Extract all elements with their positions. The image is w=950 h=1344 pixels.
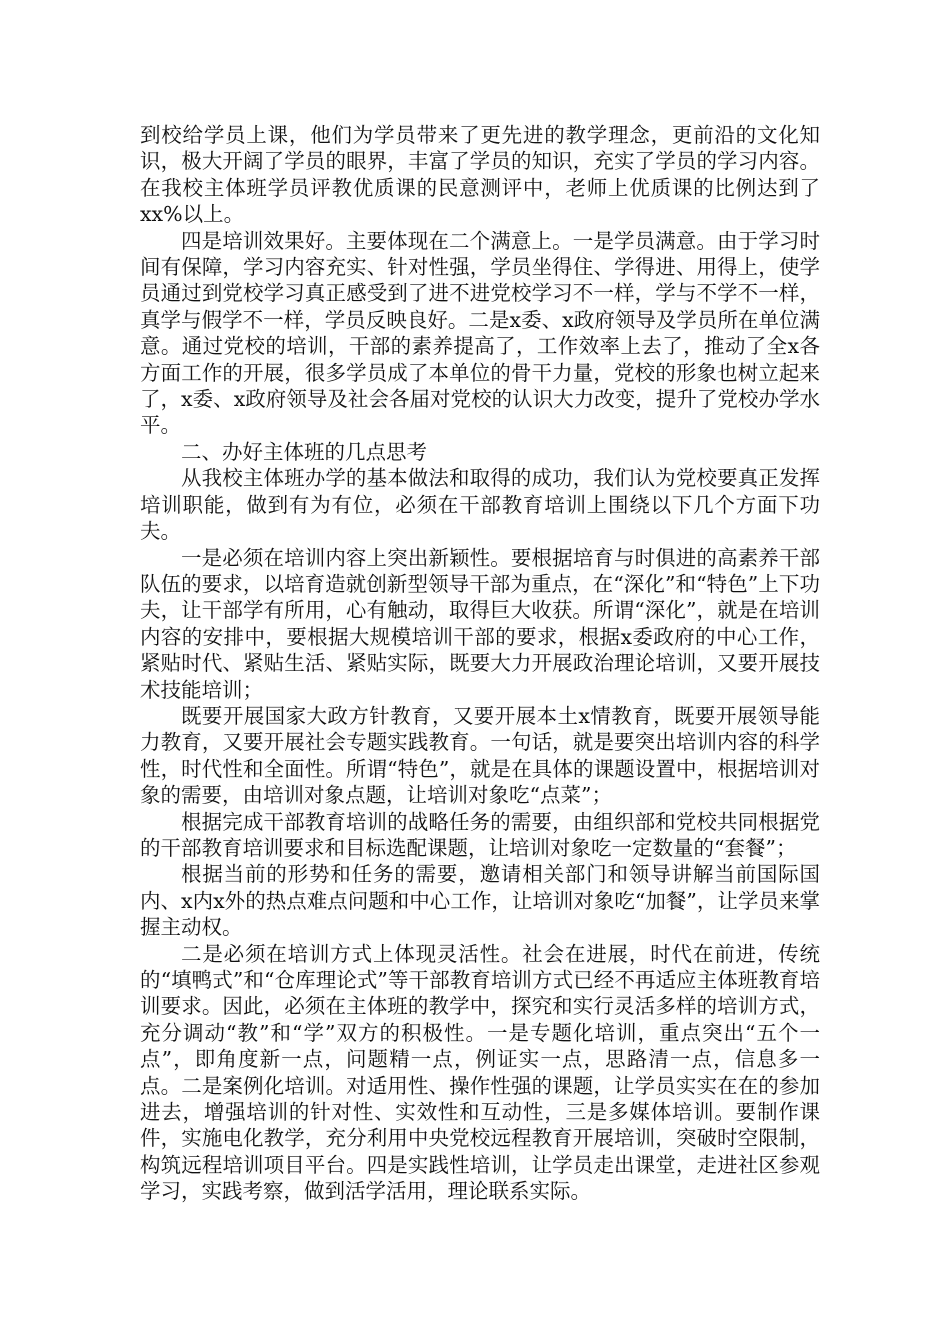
- paragraph-policy-education: 既要开展国家大政方针教育，又要开展本土x情教育，既要开展领导能力教育，又要开展社会专题实践教育。一句话，就是要突出培训内容的科学性，时代性和全面性。所谓“特色”，就是在具体的课题设置中，根据培训对象的需要，由培训对象点题，让培训对象吃“点菜”；: [140, 703, 820, 808]
- paragraph-intro-reflections: 从我校主体班办学的基本做法和取得的成功，我们认为党校要真正发挥培训职能，做到有为有位，必须在干部教育培训上围绕以下几个方面下功夫。: [140, 466, 820, 544]
- paragraph-continuation: 到校给学员上课，他们为学员带来了更先进的教学理念，更前沿的文化知识，极大开阔了学员的眼界，丰富了学员的知识，充实了学员的学习内容。在我校主体班学员评教优质课的民意测评中，老师上优质课的比例达到了xx%以上。: [140, 123, 820, 227]
- paragraph-set-menu: 根据完成干部教育培训的战略任务的需要，由组织部和党校共同根据党的干部教育培训要求和目标选配课题，让培训对象吃一定数量的“套餐”；: [140, 809, 820, 860]
- paragraph-training-flexibility: 二是必须在培训方式上体现灵活性。社会在进展，时代在前进，传统的“填鸭式”和“仓库理论式”等干部教育培训方式已经不再适应主体班教育培训要求。因此，必须在主体班的教学中，探究和实行灵活多样的培训方式，充分调动“教”和“学”双方的积极性。一是专题化培训，重点突出“五个一点”，即角度新一点，问题精一点，例证实一点，思路清一点，信息多一点。二是案例化培训。对适用性、操作性强的课题，让学员实实在在的参加进去，增强培训的针对性、实效性和互动性，三是多媒体培训。要制作课件，实施电化教学，充分利用中央党校远程教育开展培训，突破时空限制，构筑远程培训项目平台。四是实践性培训，让学员走出课堂，走进社区参观学习，实践考察，做到活学活用，理论联系实际。: [140, 941, 820, 1204]
- paragraph-extra-meal: 根据当前的形势和任务的需要，邀请相关部门和领导讲解当前国际国内、x内x外的热点难点问题和中心工作，让培训对象吃“加餐”，让学员来掌握主动权。: [140, 862, 820, 940]
- section-heading-reflections: 二、办好主体班的几点思考: [181, 439, 427, 464]
- paragraph-training-effect: 四是培训效果好。主要体现在二个满意上。一是学员满意。由于学习时间有保障，学习内容充实、针对性强，学员坐得住、学得进、用得上，使学员通过到党校学习真正感受到了进不进党校学习不一样，学与不学不一样，真学与假学不一样，学员反映良好。二是x委、x政府领导及学员所在单位满意。通过党校的培训，干部的素养提高了，工作效率上去了，推动了全x各方面工作的开展，很多学员成了本单位的骨干力量，党校的形象也树立起来了，x委、x政府领导及社会各届对党校的认识大力改变，提升了党校办学水平。: [140, 228, 820, 438]
- paragraph-content-novelty: 一是必须在培训内容上突出新颖性。要根据培育与时俱进的高素养干部队伍的要求，以培育造就创新型领导干部为重点，在“深化”和“特色”上下功夫，让干部学有所用，心有触动，取得巨大收获。所谓“深化”，就是在培训内容的安排中，要根据大规模培训干部的要求，根据x委政府的中心工作，紧贴时代、紧贴生活、紧贴实际，既要大力开展政治理论培训，又要开展技术技能培训；: [140, 545, 820, 702]
- document-page: [140, 122, 820, 1205]
